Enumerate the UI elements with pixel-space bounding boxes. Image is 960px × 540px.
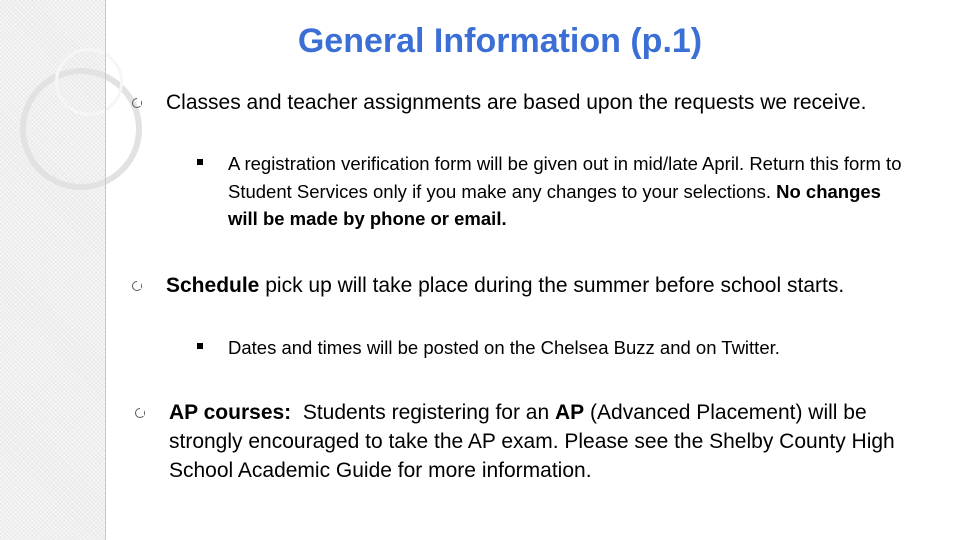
bullet-item-3-text-2: (Advanced Placement) will be strongly encouraged to take the AP exam. Please see the Shelby County High School Academic Guide for more information. [169, 401, 895, 482]
bullet-item-3-bold-1: AP courses: [169, 401, 292, 424]
bullet-item-3 [169, 398, 904, 485]
sub-bullet-item-2-text: Dates and times will be posted on the Chelsea Buzz and on Twitter. [228, 337, 780, 358]
bullet-item-2-bold: Schedule [166, 274, 260, 297]
sub-bullet-item-1 [228, 150, 908, 233]
panel-divider [105, 0, 106, 540]
sub-bullet-item-1-bold: No changes will be made by phone or email. [228, 180, 881, 229]
bullet-item-1 [166, 88, 896, 117]
square-bullet-icon [197, 343, 203, 349]
square-bullet-icon [197, 159, 203, 165]
bullet-item-2-text: pick up will take place during the summer before school starts. [265, 274, 845, 297]
bullet-icon [130, 88, 144, 117]
side-decoration-panel [0, 0, 105, 540]
bullet-icon [133, 398, 147, 427]
bullet-item-3-bold-2: AP [555, 401, 585, 424]
sub-bullet-item-1-text: A registration verification form will be given out in mid/late April. Return this form to Student Services only if you make any changes to your selections. [228, 153, 902, 202]
bullet-item-2 [166, 271, 896, 300]
sub-bullet-item-2 [228, 334, 908, 362]
bullet-icon [130, 271, 144, 300]
decorative-ring-small [55, 48, 123, 116]
slide-title: General Information (p.1) [297, 22, 703, 60]
bullet-item-3-text-1: Students registering for an [302, 401, 550, 424]
bullet-item-1-text: Classes and teacher assignments are based upon the requests we receive. [166, 91, 867, 114]
